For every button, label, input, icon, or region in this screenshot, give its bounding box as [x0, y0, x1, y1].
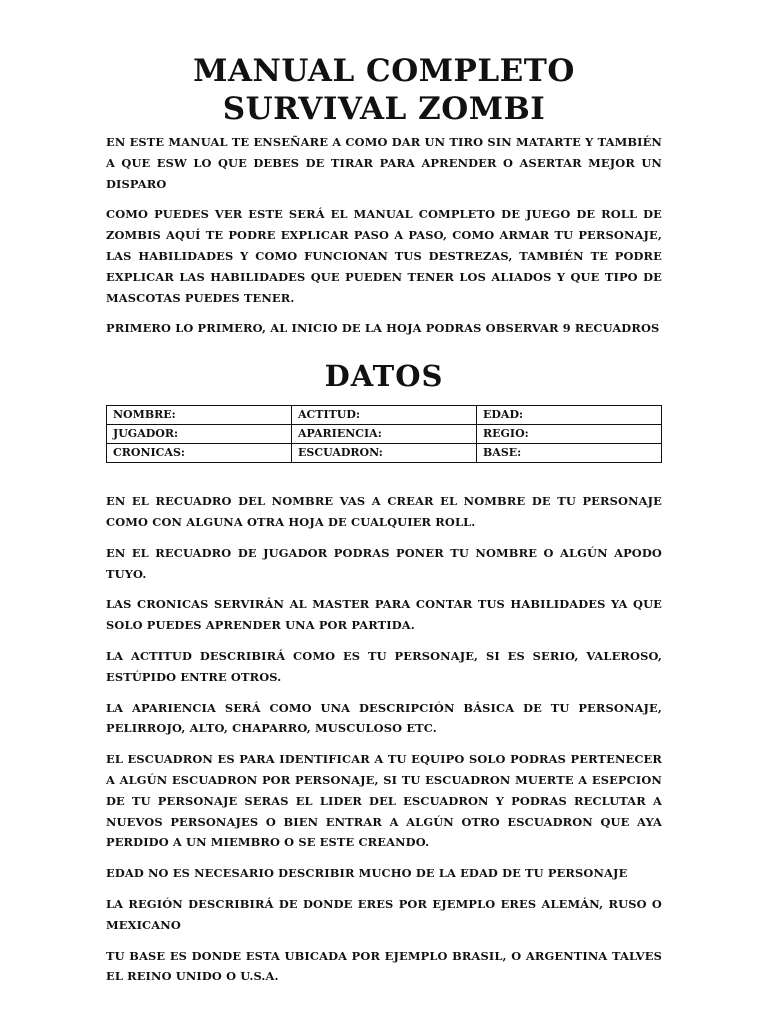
table-cell: CRONICAS:	[107, 444, 292, 463]
intro-paragraph: EN ESTE MANUAL TE ENSEÑARE A COMO DAR UN TIRO SIN MATARTE Y TAMBIÉN A QUE ESW LO QUE DEBES DE TIRAR PARA APRENDER O ASERTAR MEJOR UN DISPARO	[106, 135, 662, 191]
table-row	[107, 444, 662, 463]
explanation-paragraph: LA APARIENCIA SERÁ COMO UNA DESCRIPCIÓN BÁSICA DE TU PERSONAJE, PELIRROJO, ALTO, CHAPARRO, MUSCULOSO ETC.	[106, 700, 662, 736]
explanation-paragraph: LAS CRONICAS SERVIRÁN AL MASTER PARA CONTAR TUS HABILIDADES YA QUE SOLO PUEDES APRENDER UNA POR PARTIDA.	[106, 597, 662, 633]
table-cell: ESCUADRON:	[292, 444, 477, 463]
explanation-paragraph: LA REGIÓN DESCRIBIRÁ DE DONDE ERES POR EJEMPLO ERES ALEMÁN, RUSO O MEXICANO	[106, 896, 662, 932]
table-cell: ACTITUD:	[292, 406, 477, 425]
explanation-paragraph: EL ESCUADRON ES PARA IDENTIFICAR A TU EQUIPO SOLO PODRAS PERTENECER A ALGÚN ESCUADRON POR PERSONAJE, SI TU ESCUADRON MUERTE A ESEPCION DE TU PERSONAJE SERAS EL LIDER DEL ESCUADRON Y PODRAS RECLUTAR A NUEVOS PERSONAJES O BIEN ENTRAR A ALGÚN OTRO ESCUADRON QUE AYA PERDIDO A UN MIEMBRO O SE ESTE CREANDO.	[106, 752, 662, 850]
intro-paragraph: COMO PUEDES VER ESTE SERÁ EL MANUAL COMPLETO DE JUEGO DE ROLL DE ZOMBIS AQUÍ TE PODRE EXPLICAR PASO A PASO, COMO ARMAR TU PERSONAJE, LAS HABILIDADES Y COMO FUNCIONAN TUS DESTREZAS, TAMBIÉN TE PODRE EXPLICAR LAS HABILIDADES QUE PUEDEN TENER LOS ALIADOS Y QUE TIPO DE MASCOTAS PUEDES TENER.	[106, 207, 662, 305]
table-row	[107, 406, 662, 425]
explanation-paragraph: TU BASE ES DONDE ESTA UBICADA POR EJEMPLO BRASIL, O ARGENTINA TALVES EL REINO UNIDO O U.S.A.	[106, 948, 662, 984]
table-row	[107, 425, 662, 444]
table-cell: APARIENCIA:	[292, 425, 477, 444]
table-cell: JUGADOR:	[107, 425, 292, 444]
explanation-paragraph: EDAD NO ES NECESARIO DESCRIBIR MUCHO DE LA EDAD DE TU PERSONAJE	[106, 866, 628, 881]
table-cell: BASE:	[477, 444, 662, 463]
datos-table	[106, 405, 662, 463]
table-cell: EDAD:	[477, 406, 662, 425]
explanation-paragraph: EN EL RECUADRO DEL NOMBRE VAS A CREAR EL NOMBRE DE TU PERSONAJE COMO CON ALGUNA OTRA HOJA DE CUALQUIER ROLL.	[106, 494, 662, 529]
explanation-paragraph: LA ACTITUD DESCRIBIRÁ COMO ES TU PERSONAJE, SI ES SERIO, VALEROSO, ESTÚPIDO ENTRE OTROS.	[106, 648, 662, 684]
datos-heading: DATOS	[324, 359, 444, 394]
table-cell: NOMBRE:	[107, 406, 292, 425]
explanation-paragraph: EN EL RECUADRO DE JUGADOR PODRAS PONER TU NOMBRE O ALGÚN APODO TUYO.	[106, 545, 662, 581]
document-title: MANUAL COMPLETO SURVIVAL ZOMBI	[193, 53, 575, 127]
table-cell: REGIO:	[477, 425, 662, 444]
intro-paragraph: PRIMERO LO PRIMERO, AL INICIO DE LA HOJA PODRAS OBSERVAR 9 RECUADROS	[106, 321, 660, 336]
